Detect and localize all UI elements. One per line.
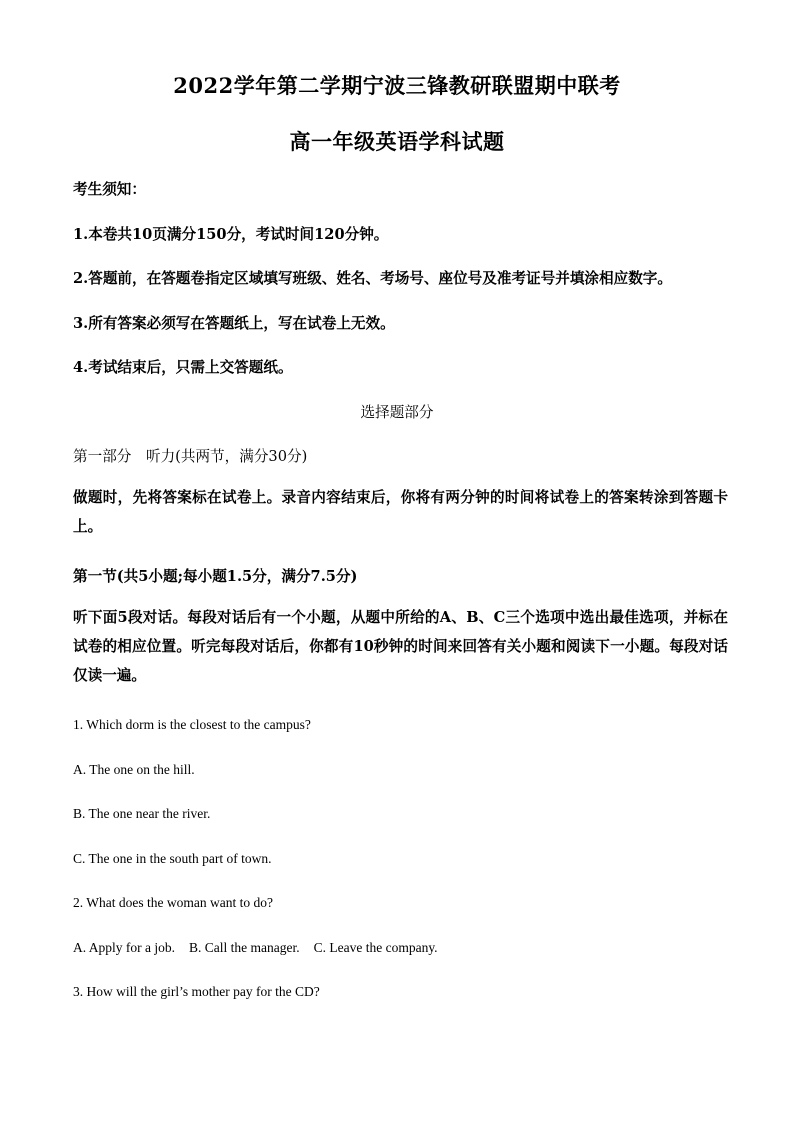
notice-heading: 考生须知： <box>73 181 146 198</box>
question-2-option-b: B. Call the manager. <box>189 940 300 955</box>
part1-instruction: 做题时，先将答案标在试卷上。录音内容结束后，你将有两分钟的时间将试卷上的答案转涂到答题卡上。 <box>73 489 728 535</box>
question-1-option-a: A. The one on the hill. <box>73 762 195 777</box>
notice-item-3: 3.所有答案必须写在答题纸上，写在试卷上无效。 <box>73 315 395 332</box>
question-1-option-c: C. The one in the south part of town. <box>73 851 272 866</box>
question-1-stem: 1. Which dorm is the closest to the campus? <box>73 717 311 732</box>
part1-title: 第一部分 听力(共两节，满分30分) <box>73 448 308 465</box>
section-heading: 选择题部分 <box>360 404 434 421</box>
question-2-option-c: C. Leave the company. <box>313 940 438 955</box>
sub1-instruction: 听下面5段对话。每段对话后有一个小题，从题中所给的A、B、C三个选项中选出最佳选项，并标在试卷的相应位置。听完每段对话后，你都有10秒钟的时间来回答有关小题和阅读下一小题。每段对话仅读一遍。 <box>73 609 728 684</box>
sub1-title: 第一节(共5小题;每小题1.5分，满分7.5分) <box>73 568 358 585</box>
question-2-options <box>73 940 438 956</box>
exam-subtitle: 高一年级英语学科试题 <box>289 129 505 154</box>
question-3-stem: 3. How will the girl’s mother pay for the CD? <box>73 984 320 999</box>
question-2-stem: 2. What does the woman want to do? <box>73 895 273 910</box>
notice-item-4: 4.考试结束后，只需上交答题纸。 <box>73 359 293 376</box>
question-2-option-a: A. Apply for a job. <box>73 940 175 955</box>
question-1-option-b: B. The one near the river. <box>73 806 211 821</box>
notice-item-1: 1.本卷共10页满分150分，考试时间120分钟。 <box>73 226 389 243</box>
exam-title: 2022学年第二学期宁波三锋教研联盟期中联考 <box>173 73 621 98</box>
notice-item-2: 2.答题前，在答题卷指定区域填写班级、姓名、考场号、座位号及准考证号并填涂相应数字。 <box>73 270 672 287</box>
